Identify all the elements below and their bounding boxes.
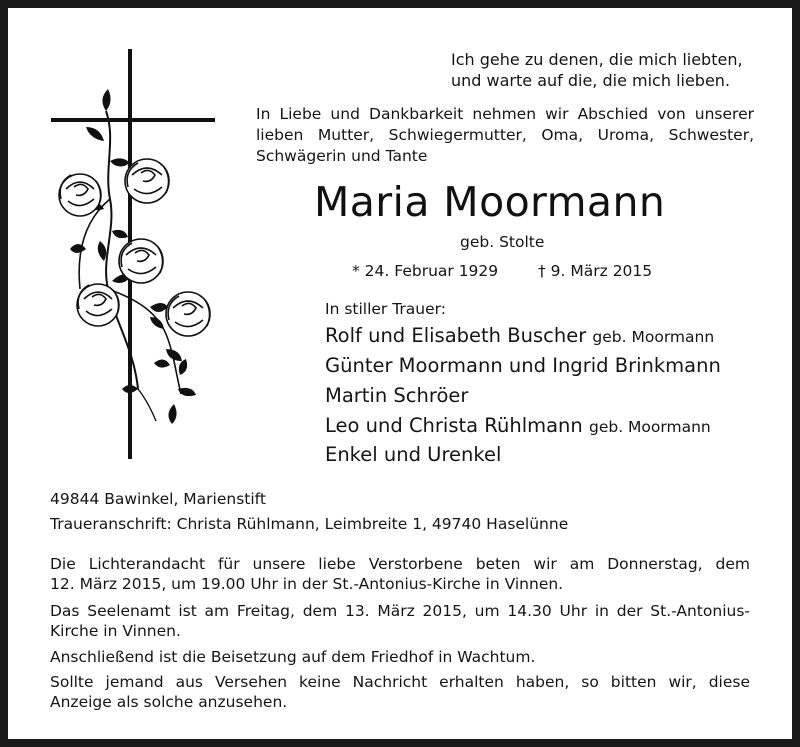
mourner-line xyxy=(325,413,711,440)
mourner-line xyxy=(325,383,468,409)
notice-requiem-line-2: Kirche in Vinnen. xyxy=(50,622,181,640)
mourner-line xyxy=(325,323,714,350)
notice-burial xyxy=(50,647,750,667)
intro-line-3: Schwägerin und Tante xyxy=(256,147,428,165)
mourning-address: Traueranschrift: Christa Rühlmann, Leimbreite 1, 49740 Haselünne xyxy=(50,515,569,533)
mourner-name: Rolf und Elisabeth Buscher xyxy=(325,324,587,347)
mourner-name: Enkel und Urenkel xyxy=(325,443,502,466)
death-date: † 9. März 2015 xyxy=(538,262,653,280)
birth-date: * 24. Februar 1929 xyxy=(352,262,499,280)
maiden-name: geb. Stolte xyxy=(460,233,545,251)
notice-requiem-line-1: Das Seelenamt ist am Freitag, dem 13. März 2015, um 14.30 Uhr in der St.-Antonius- xyxy=(50,602,750,620)
mourner-line xyxy=(325,353,721,379)
notice-request xyxy=(50,672,750,712)
notice-request-line-2: Anzeige als solche anzusehen. xyxy=(50,693,288,711)
intro-line-1: In Liebe und Dankbarkeit nehmen wir Abschied von unserer xyxy=(256,105,754,123)
notice-request-line-1: Sollte jemand aus Versehen keine Nachricht erhalten haben, so bitten wir, diese xyxy=(50,673,750,691)
mourner-name: Martin Schröer xyxy=(325,384,469,407)
quote xyxy=(451,49,743,91)
obituary-notice xyxy=(8,8,792,739)
residence: 49844 Bawinkel, Marienstift xyxy=(50,490,266,508)
mourners-label: In stiller Trauer: xyxy=(325,300,446,318)
mourner-name: Leo und Christa Rühlmann xyxy=(325,414,583,437)
mourner-name: Günter Moormann und Ingrid Brinkmann xyxy=(325,354,721,377)
notice-requiem xyxy=(50,601,750,641)
notice-vigil xyxy=(50,554,750,594)
notice-vigil-line-2: 12. März 2015, um 19.00 Uhr in der St.-Antonius-Kirche in Vinnen. xyxy=(50,575,564,593)
mourner-line xyxy=(325,442,501,468)
mourner-suffix: geb. Moormann xyxy=(588,418,711,436)
mourner-suffix: geb. Moormann xyxy=(592,328,715,346)
cross-with-roses-icon xyxy=(46,49,226,459)
notice-vigil-line-1: Die Lichterandacht für unsere liebe Verstorbene beten wir am Donnerstag, dem xyxy=(50,555,750,573)
quote-line-1: Ich gehe zu denen, die mich liebten, xyxy=(451,50,743,69)
intro-line-2: lieben Mutter, Schwiegermutter, Oma, Uroma, Schwester, xyxy=(256,126,754,144)
intro-text xyxy=(256,104,754,167)
deceased-name: Maria Moormann xyxy=(314,178,666,226)
notice-burial-line: Anschließend ist die Beisetzung auf dem Friedhof in Wachtum. xyxy=(50,648,536,666)
quote-line-2: und warte auf die, die mich lieben. xyxy=(451,71,731,90)
